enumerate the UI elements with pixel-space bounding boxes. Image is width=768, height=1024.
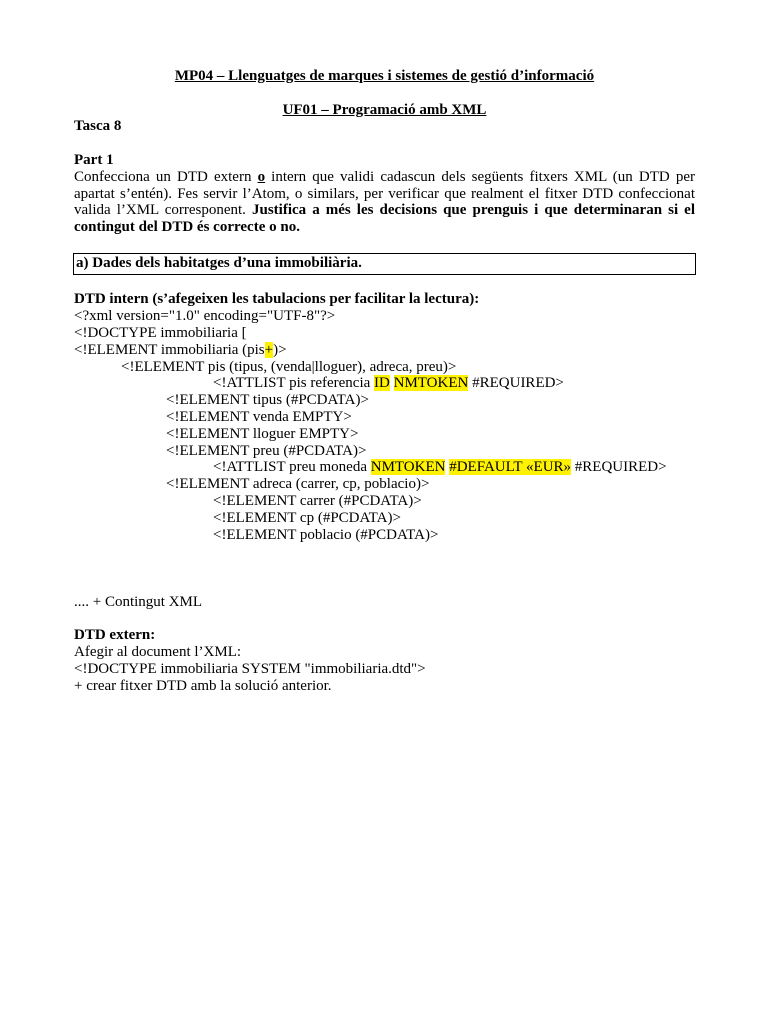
- section-a-box: a) Dades dels habitatges d’una immobiliària.: [73, 253, 696, 275]
- highlight-default: #DEFAULT «EUR»: [449, 459, 572, 476]
- task-label: Tasca 8: [74, 118, 122, 135]
- spacer: [74, 611, 695, 628]
- doctype-line: <!DOCTYPE immobiliaria [: [74, 324, 247, 341]
- element-carrer: <!ELEMENT carrer (#PCDATA)>: [213, 492, 422, 509]
- code-text: <!ELEMENT immobiliaria (pis: [74, 341, 265, 358]
- document-subtitle: UF01 – Programació amb XML: [282, 101, 487, 118]
- dtd-external-doctype: <!DOCTYPE immobiliaria SYSTEM "immobiliaria.dtd">: [74, 660, 426, 677]
- element-immobiliaria: [74, 342, 695, 359]
- intro-text-a: Confecciona un DTD extern: [74, 168, 258, 185]
- document-title: MP04 – Llenguatges de marques i sistemes de gestió d’informació: [174, 68, 595, 84]
- spacer: [74, 543, 695, 560]
- code-text: <!ATTLIST pis referencia: [213, 375, 375, 392]
- dtd-external-line3: + crear fitxer DTD amb la solució anterior.: [74, 677, 332, 694]
- attlist-pis: [74, 375, 695, 392]
- highlight-nmtoken: NMTOKEN: [370, 459, 446, 476]
- element-tipus: <!ELEMENT tipus (#PCDATA)>: [166, 392, 369, 409]
- intro-text-o: o: [257, 168, 266, 185]
- document-page: [74, 68, 695, 694]
- element-poblacio: <!ELEMENT poblacio (#PCDATA)>: [213, 526, 439, 543]
- spacer: [74, 275, 695, 292]
- xml-declaration: <?xml version="1.0" encoding="UTF-8"?>: [74, 308, 336, 325]
- code-text: #REQUIRED>: [468, 375, 564, 392]
- spacer: [74, 135, 695, 152]
- spacer: [74, 85, 695, 102]
- attlist-preu: [74, 459, 695, 476]
- element-lloguer: <!ELEMENT lloguer EMPTY>: [166, 425, 359, 442]
- intro-text-bold: Justifica a més les decisions que prenguis i que determinaran si el contingut del DTD és correcte o no.: [74, 202, 695, 236]
- spacer: [74, 236, 695, 253]
- contingut-xml-note: .... + Contingut XML: [74, 593, 203, 610]
- highlight-id: ID: [374, 375, 390, 392]
- dtd-external-heading: DTD extern:: [74, 627, 156, 644]
- code-text: #REQUIRED>: [571, 459, 667, 476]
- dtd-internal-heading: DTD intern (s’afegeixen les tabulacions per facilitar la lectura):: [74, 291, 480, 308]
- intro-text-b: intern que validi cadascun dels següents fitxers XML (un DTD per apartat s’entén). Fes servir l’Atom, o similars, per verificar que realment el fitxer DTD confeccionat valida l’XML corresponent.: [74, 168, 695, 219]
- element-adreca: <!ELEMENT adreca (carrer, cp, poblacio)>: [166, 476, 430, 493]
- highlight-plus: +: [264, 341, 274, 358]
- spacer: [74, 560, 695, 577]
- code-text: )>: [273, 341, 287, 358]
- spacer: [74, 577, 695, 594]
- part-intro: [74, 169, 695, 236]
- element-venda: <!ELEMENT venda EMPTY>: [166, 408, 352, 425]
- element-preu: <!ELEMENT preu (#PCDATA)>: [166, 442, 367, 459]
- part-heading: Part 1: [74, 151, 114, 168]
- code-text: <!ATTLIST preu moneda: [213, 459, 371, 476]
- element-pis: <!ELEMENT pis (tipus, (venda|lloguer), adreca, preu)>: [121, 358, 457, 375]
- dtd-external-line1: Afegir al document l’XML:: [74, 644, 242, 661]
- element-cp: <!ELEMENT cp (#PCDATA)>: [213, 509, 401, 526]
- highlight-nmtoken: NMTOKEN: [393, 375, 469, 392]
